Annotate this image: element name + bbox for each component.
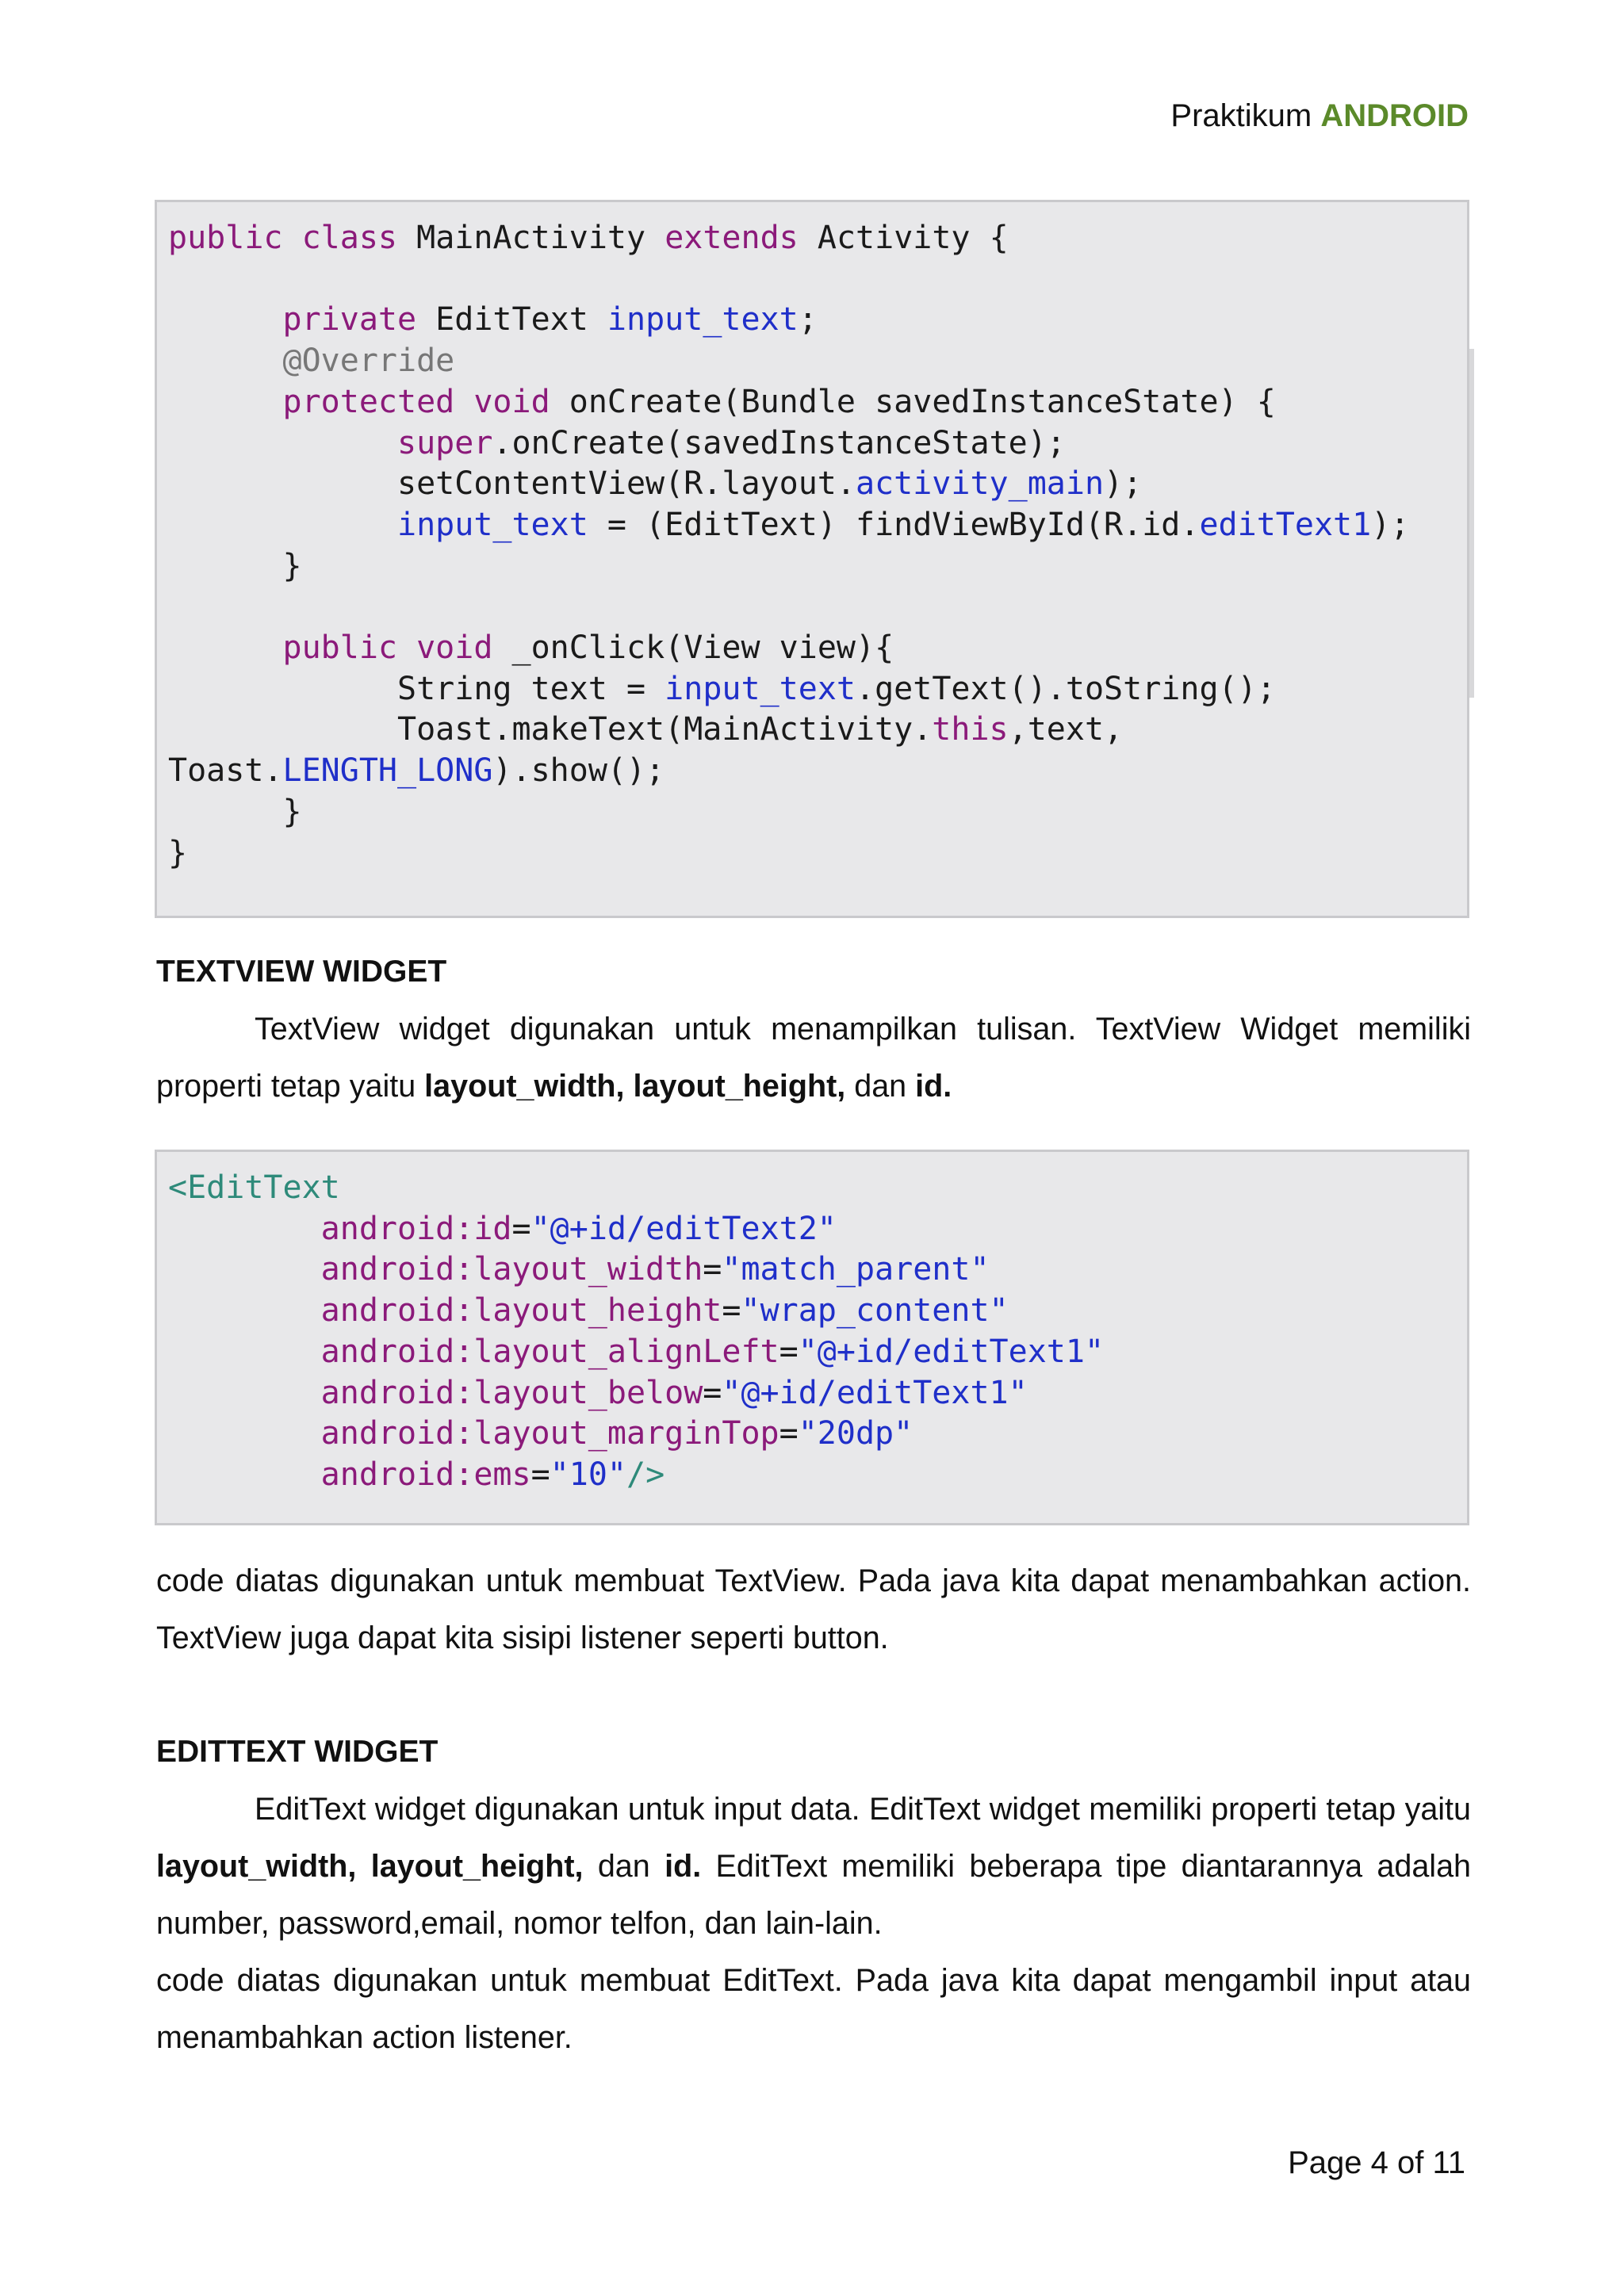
code-token: super (396, 424, 493, 461)
code-token: Toast. (168, 752, 283, 790)
page-header (1170, 94, 1469, 138)
xml-attr: android:layout_alignLeft (320, 1333, 779, 1370)
xml-value: "20dp" (798, 1415, 914, 1452)
code-token: class (301, 220, 398, 256)
code-token: @Override (282, 342, 455, 380)
xml-attr: android:layout_width (320, 1251, 703, 1288)
code-token: _onClick(View view){ (511, 629, 894, 667)
code-token: String text = (396, 670, 646, 707)
edittext-description (156, 1781, 1471, 2066)
text-span: dan (597, 1849, 650, 1884)
code-token: } (282, 547, 302, 584)
code-token: public (168, 220, 283, 256)
java-code (168, 218, 1467, 874)
code-token: input_text (665, 670, 856, 707)
xml-attr: android:ems (320, 1456, 531, 1493)
code-token: ; (798, 301, 818, 339)
xml-value: "@+id/editText2" (530, 1210, 837, 1247)
code-token: Toast.makeText(MainActivity. (396, 711, 933, 748)
xml-close-tag: /> (626, 1456, 665, 1493)
xml-attr: android:layout_marginTop (320, 1415, 779, 1452)
bold-text: id. (665, 1849, 702, 1884)
code-token: MainActivity (416, 220, 646, 256)
xml-value: "@+id/editText1" (722, 1374, 1028, 1411)
code-token: Activity { (817, 220, 1009, 256)
code-token: private (282, 301, 417, 339)
code-token: ); (1104, 465, 1143, 503)
code-token: = (EditText) findViewById(R.id. (607, 506, 1200, 543)
code-token: ,text, (1008, 711, 1124, 748)
xml-open-tag: <EditText (168, 1169, 340, 1206)
page-number: Page 4 of 11 (1288, 2145, 1465, 2180)
code-token: this (932, 711, 1009, 748)
code-token: input_text (396, 506, 588, 543)
bold-text: id. (915, 1069, 952, 1104)
code-token: LENGTH_LONG (282, 752, 493, 790)
edittext-followup-text: code diatas digunakan untuk membuat EditText. Pada java kita dapat mengambil input atau menambahkan action listener. (156, 1963, 1471, 2055)
code-token: void (416, 629, 493, 667)
xml-code: <EditText android:id="@+id/editText2" android:layout_width="match_parent" android:layout_height="wrap_content" android:layout_alignLeft="@+id/editText1" android:layout_below="@+id/editText1" android:layout_marginTop="20dp" android:ems="10"/> (168, 1169, 1105, 1493)
textview-heading: TEXTVIEW WIDGET (156, 955, 447, 989)
code-token: EditText (435, 301, 588, 339)
header-title: Praktikum (1170, 98, 1312, 133)
textview-followup (156, 1552, 1471, 1667)
code-token: onCreate(Bundle savedInstanceState) { (569, 383, 1276, 420)
code-token: activity_main (855, 465, 1105, 503)
xml-attr: android:layout_below (320, 1374, 703, 1411)
code-token: } (282, 793, 302, 830)
code-token: public (282, 629, 397, 667)
textview-paragraph (156, 1001, 1471, 1115)
java-code-block (155, 200, 1469, 918)
bold-text: layout_width, layout_height, (424, 1069, 846, 1104)
xml-attr: android:layout_height (320, 1292, 722, 1330)
xml-attr: android:id (320, 1210, 512, 1247)
xml-value: "match_parent" (722, 1251, 990, 1288)
textview-followup-text: code diatas digunakan untuk membuat TextView. Pada java kita dapat menambahkan action. TextView juga dapat kita sisipi listener seperti button. (156, 1563, 1471, 1655)
code-token: ).show(); (492, 752, 665, 790)
bold-text: layout_width, layout_height, (156, 1849, 584, 1884)
code-token: ); (1371, 506, 1410, 543)
code-token: void (473, 383, 550, 420)
text-span: TextView widget digunakan untuk menampilkan tulisan. TextView Widget memiliki properti tetap yaitu (156, 1012, 1471, 1104)
code-token: .getText().toString(); (855, 670, 1276, 707)
code-token: .onCreate(savedInstanceState); (492, 424, 1066, 461)
code-token: extends (665, 220, 799, 256)
edittext-heading: EDITTEXT WIDGET (156, 1735, 439, 1769)
code-token: } (168, 834, 188, 871)
text-span: dan (854, 1069, 907, 1104)
text-span: EditText widget digunakan untuk input data. EditText widget memiliki properti tetap yaitu (255, 1792, 1471, 1827)
xml-value: "@+id/editText1" (798, 1333, 1105, 1370)
header-brand: ANDROID (1320, 98, 1469, 133)
xml-code-block (155, 1150, 1469, 1525)
code-token: input_text (607, 301, 799, 339)
xml-value: "wrap_content" (741, 1292, 1009, 1330)
code-token: protected (282, 383, 455, 420)
edittext-paragraph (156, 1781, 1471, 1952)
code-token: setContentView(R.layout. (396, 465, 856, 503)
textview-description (156, 1001, 1471, 1115)
code-scrollbar[interactable] (1469, 349, 1474, 698)
code-token: editText1 (1199, 506, 1372, 543)
xml-value: "10" (550, 1456, 626, 1493)
text-span: EditText memiliki beberapa tipe diantarannya adalah number, password,email, nomor telfon, dan lain-lain. (156, 1849, 1472, 1941)
